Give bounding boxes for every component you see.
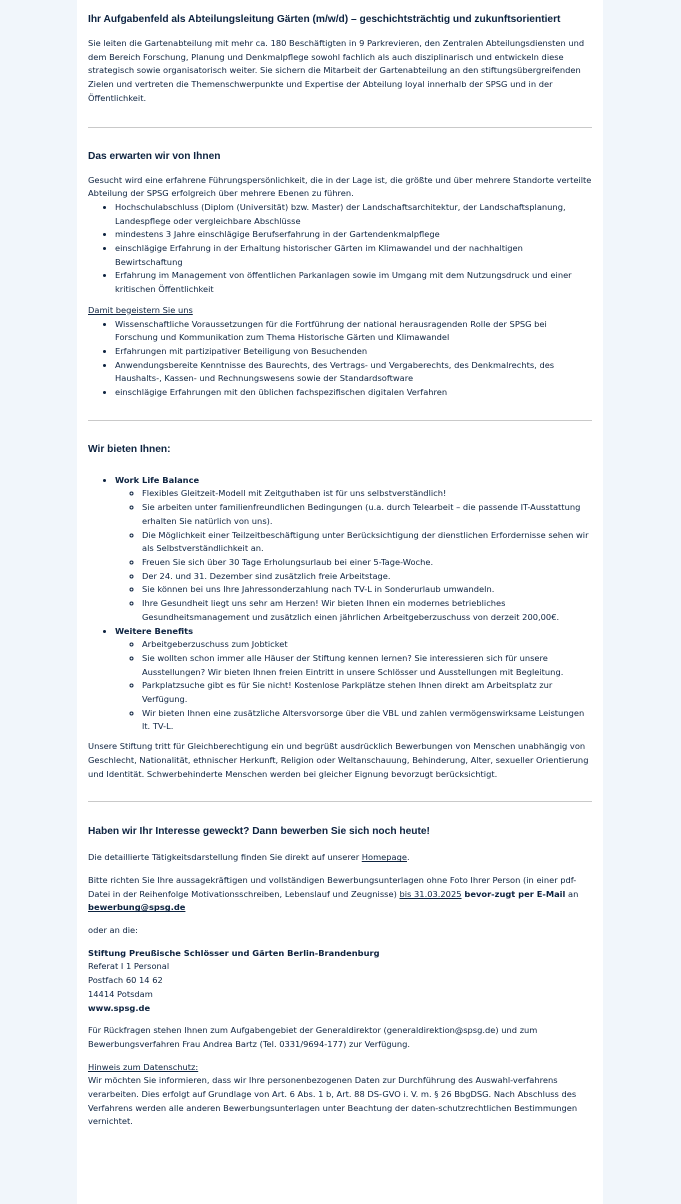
bonus-qualifications-list: [88, 318, 592, 400]
list-item: ◦ Die Möglichkeit einer Teilzeitbeschäftigung unter Berücksichtigung der dienstlichen Erfordernisse sehen wir als Selbstverständlichkeit an.: [142, 529, 592, 556]
list-item: • Erfahrungen mit partizipativer Beteiligung von Besuchenden: [115, 345, 592, 359]
section-title-aufgabenfeld: Ihr Aufgabenfeld als Abteilungsleitung Gärten (m/w/d) – geschichtsträchtig und zukunftsorientiert: [88, 14, 561, 25]
list-item: • mindestens 3 Jahre einschlägige Berufserfahrung in der Gartendenkmalpflege: [115, 228, 592, 242]
email-text: bewerbung@spsg.de: [88, 902, 186, 913]
list-item: • einschlägige Erfahrung in der Erhaltung historischer Gärten im Klimawandel und der nachhaltigen Bewirtschaftung: [115, 242, 592, 269]
list-item: ◦ Flexibles Gleitzeit-Modell mit Zeitguthaben ist für uns selbstverständlich!: [142, 487, 592, 501]
list-item: ◦ Parkplatzsuche gibt es für Sie nicht! Kostenlose Parkplätze stehen Ihnen direkt am Arbeitsplatz zur Verfügung.: [142, 679, 592, 706]
homepage-link[interactable]: Homepage: [361, 852, 407, 863]
job-posting-page: [77, 0, 603, 1204]
section-title-angebot: Wir bieten Ihnen:: [88, 443, 171, 455]
address-organization: Stiftung Preußische Schlösser und Gärten Berlin-Brandenburg: [88, 947, 380, 958]
section-title-bewerbung: Haben wir Ihr Interesse geweckt? Dann bewerben Sie sich noch heute!: [88, 826, 430, 838]
address-line: 14414 Potsdam: [88, 988, 153, 999]
list-item: ◦ Freuen Sie sich über 30 Tage Erholungsurlaub bei einer 5-Tage-Woche.: [142, 556, 592, 570]
list-item: ◦ Arbeitgeberzuschuss zum Jobticket: [142, 638, 592, 652]
list-item: • einschlägige Erfahrungen mit den üblichen fachspezifischen digitalen Verfahren: [115, 386, 592, 400]
contact-paragraph: Für Rückfragen stehen Ihnen zum Aufgabengebiet der Generaldirektor (generaldirektion@spsg.de) und zum Bewerbungsverfahren Frau Andrea Bartz (Tel. 0331/9694-177) zur Verfügung.: [88, 1025, 538, 1049]
benefit-group: [115, 625, 592, 735]
list-item: ◦ Sie wollten schon immer alle Häuser der Stiftung kennen lernen? Sie interessieren sich für unsere Ausstellungen? Wir bieten Ihnen freien Eintritt in unsere Schlösser und Ausstellungen mit Begleitung.: [142, 652, 592, 679]
benefits-list: [88, 474, 592, 734]
benefit-group-title: Work Life Balance: [115, 474, 200, 485]
text: Die detaillierte Tätigkeitsdarstellung finden Sie direkt auf unserer: [88, 852, 362, 863]
list-item: ◦ Ihre Gesundheit liegt uns sehr am Herzen! Wir bieten Ihnen ein modernes betriebliches Gesundheitsmanagement und zusätzlich einen jährlichen Arbeitgeberzuschuss von derzeit 200,00€.: [142, 597, 592, 624]
website-link[interactable]: www.spsg.de: [88, 1002, 151, 1013]
or-to-label: oder an die:: [88, 925, 138, 936]
benefit-sublist: [115, 487, 592, 624]
list-item: • Hochschulabschluss (Diplom (Universität) bzw. Master) der Landschaftsarchitektur, der Landschaftsplanung, Landespflege oder vergleichbare Abschlüsse: [115, 201, 592, 228]
postal-address: [88, 947, 592, 1016]
text: an: [565, 888, 579, 899]
privacy-label: Hinweis zum Datenschutz:: [88, 1061, 199, 1072]
address-line: Referat I 1 Personal: [88, 961, 170, 972]
list-item: ◦ Sie können bei uns Ihre Jahressonderzahlung nach TV-L in Sonderurlaub umwandeln.: [142, 583, 592, 597]
text: .: [406, 852, 410, 863]
benefit-group-title: Weitere Benefits: [115, 625, 194, 636]
text: Bitte richten Sie Ihre aussagekräftigen und vollständigen Bewerbungsunterlagen ohne Foto Ihrer Person (in einer pdf-Datei in der Reihenfolge Motivationsschreiben, Lebenslauf und Zeugnisse): [88, 874, 577, 899]
privacy-text: Wir möchten Sie informieren, dass wir Ihre personenbezogenen Daten zur Durchführung des Auswahl-verfahrens verarbeiten. Dies erfolgt auf Grundlage von Art. 6 Abs. 1 b, Art. 88 DS-GVO i. V. m. § 26 BbgDSG. Nach Abschluss des Verfahrens werden alle anderen Bewerbungsunterlagen unter Beachtung der daten-schutzrechtlichen Bestimmungen vernichtet.: [88, 1075, 578, 1127]
requirements-list: [88, 201, 592, 297]
section-intro-erwartungen: Gesucht wird eine erfahrene Führungspersönlichkeit, die in der Lage ist, die größte und über mehrere Standorte verteilte Abteilung der SPSG erfolgreich über mehrere Ebenen zu führen.: [88, 174, 592, 199]
list-item: ◦ Sie arbeiten unter familienfreundlichen Bedingungen (u.a. durch Telearbeit – die passende IT-Ausstattung erhalten Sie natürlich von uns).: [142, 501, 592, 528]
job-posting-content: [77, 0, 603, 1129]
email-preferred: bevor-zugt per E-Mail: [461, 888, 566, 899]
section-title-erwartungen: Das erwarten wir von Ihnen: [88, 150, 221, 162]
benefit-group: [115, 474, 592, 625]
homepage-paragraph: [88, 851, 592, 865]
list-item: ◦ Wir bieten Ihnen eine zusätzliche Altersvorsorge über die VBL und zahlen vermögenswirksame Leistungen lt. TV-L.: [142, 707, 592, 734]
sub-label-begeistern: Damit begeistern Sie uns: [88, 304, 193, 315]
address-line: Postfach 60 14 62: [88, 975, 163, 986]
list-item: • Wissenschaftliche Voraussetzungen für die Fortführung der national herausragenden Rolle der SPSG bei Forschung und Kommunikation zum Thema Historische Gärten und Klimawandel: [115, 318, 592, 345]
application-email-link[interactable]: [88, 902, 185, 912]
equality-statement: Unsere Stiftung tritt für Gleichberechtigung ein und begrüßt ausdrücklich Bewerbungen von Menschen unabhängig von Geschlecht, Nationalität, ethnischer Herkunft, Religion oder Weltanschauung, Behinderung, Alter, sexueller Orientierung und Identität. Schwerbehinderte Menschen werden bei gleicher Eignung bevorzugt berücksichtigt.: [88, 741, 589, 779]
benefit-sublist: [115, 638, 592, 734]
list-item: • Erfahrung im Management von öffentlichen Parkanlagen sowie im Umgang mit dem Nutzungsdruck und einer kritischen Öffentlichkeit: [115, 269, 592, 296]
section-body-aufgabenfeld: Sie leiten die Gartenabteilung mit mehr ca. 180 Beschäftigten in 9 Parkrevieren, den Zentralen Abteilungsdiensten und dem Bereich Forschung, Planung und Denkmalpflege sowohl fachlich als auch disziplinarisch und entwickeln diese strategisch sowie organisatorisch weiter. Sie sichern die Mitarbeit der Gartenabteilung an den stiftungsübergreifenden Zielen und vertreten die Themenschwerpunkte und Expertise der Abteilung loyal innerhalb der SPSG und in der Öffentlichkeit.: [88, 38, 585, 103]
list-item: ◦ Der 24. und 31. Dezember sind zusätzlich freie Arbeitstage.: [142, 570, 592, 584]
deadline-date: bis 31.03.2025: [399, 888, 462, 899]
application-paragraph: [88, 874, 592, 915]
list-item: • Anwendungsbereite Kenntnisse des Baurechts, des Vertrags- und Vergaberechts, des Denkmalrechts, des Haushalts-, Kassen- und Rechnungswesens sowie der Standardsoftware: [115, 359, 592, 386]
